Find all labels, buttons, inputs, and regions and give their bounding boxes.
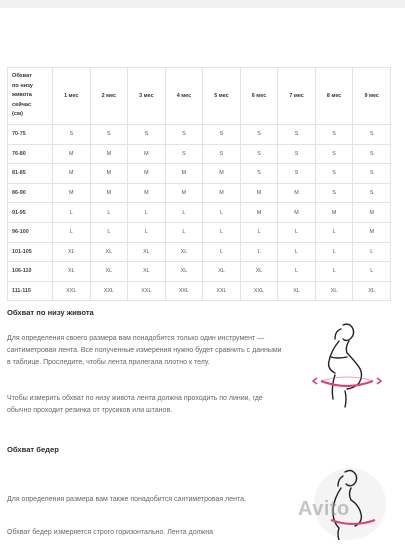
belly-measure-illustration — [305, 317, 390, 412]
corner-header-line: Обхват — [12, 73, 32, 80]
month-header: 4 мес — [165, 68, 203, 125]
size-cell: M — [240, 183, 278, 203]
size-cell: XL — [165, 242, 203, 262]
size-cell: XL — [90, 262, 128, 282]
size-cell: M — [128, 144, 166, 164]
month-header: 8 мес — [315, 68, 353, 125]
size-cell: S — [165, 144, 203, 164]
size-cell: M — [128, 183, 166, 203]
row-range-label: 76-80 — [8, 144, 53, 164]
size-cell: XXL — [240, 281, 278, 301]
size-cell: S — [240, 144, 278, 164]
size-cell: M — [278, 203, 316, 223]
hips-paragraph-2: Обхват бедер измеряется строго горизонтально. Лента должна — [7, 529, 213, 536]
size-cell: XL — [128, 262, 166, 282]
size-cell: S — [240, 164, 278, 184]
size-cell: L — [128, 203, 166, 223]
size-cell: S — [353, 183, 391, 203]
size-cell: L — [53, 222, 91, 242]
size-table — [7, 67, 391, 301]
size-cell: M — [90, 144, 128, 164]
size-cell: S — [353, 164, 391, 184]
size-cell: M — [53, 183, 91, 203]
table-header-row — [8, 68, 391, 125]
size-cell: M — [203, 183, 241, 203]
month-header: 6 мес — [240, 68, 278, 125]
size-table-body — [8, 125, 391, 301]
size-cell: XL — [353, 281, 391, 301]
row-range-label: 81-85 — [8, 164, 53, 184]
belly-paragraph-2: Чтобы измерить обхват по низу живота лента должна проходить по линии, где обычно проходит резинка от трусиков или штанов. — [7, 395, 263, 414]
size-cell: L — [315, 262, 353, 282]
size-cell: S — [278, 164, 316, 184]
size-cell: S — [315, 144, 353, 164]
size-cell: S — [128, 125, 166, 145]
size-cell: XL — [278, 281, 316, 301]
table-row — [8, 203, 391, 223]
size-cell: L — [203, 222, 241, 242]
size-cell: S — [203, 125, 241, 145]
row-range-label: 106-110 — [8, 262, 53, 282]
month-header: 7 мес — [278, 68, 316, 125]
size-cell: L — [165, 222, 203, 242]
row-range-label: 86-90 — [8, 183, 53, 203]
table-row — [8, 183, 391, 203]
table-row — [8, 281, 391, 301]
size-cell: M — [165, 183, 203, 203]
size-cell: L — [203, 242, 241, 262]
belly-section-title: Обхват по низу живота — [7, 308, 94, 317]
size-cell: M — [203, 164, 241, 184]
size-cell: S — [278, 125, 316, 145]
size-cell: S — [53, 125, 91, 145]
belly-paragraph-1: Для определения своего размера вам понадобится только один инструмент — сантиметровая лента. Все полученные измерения нужно будет сравнить с данными в таблице. Проследите, чтобы лента прилегала плотно к телу. — [7, 335, 282, 366]
corner-header-line: живота — [12, 92, 32, 99]
size-cell: XL — [315, 281, 353, 301]
corner-header — [8, 68, 53, 125]
hips-paragraph-1: Для определения размера вам также понадобится сантиметровая лента. — [7, 496, 246, 503]
month-header: 5 мес — [203, 68, 241, 125]
month-header: 2 мес — [90, 68, 128, 125]
size-cell: S — [278, 144, 316, 164]
row-range-label: 111-115 — [8, 281, 53, 301]
size-cell: XL — [203, 262, 241, 282]
month-header: 3 мес — [128, 68, 166, 125]
row-range-label: 70-75 — [8, 125, 53, 145]
corner-header-line: (см) — [12, 111, 23, 118]
row-range-label: 91-95 — [8, 203, 53, 223]
belly-paragraph-1-wrap — [7, 333, 282, 369]
table-row — [8, 144, 391, 164]
table-row — [8, 242, 391, 262]
size-cell: M — [165, 164, 203, 184]
hips-paragraph-2-wrap — [7, 527, 279, 539]
corner-header-line: по низу — [12, 82, 33, 89]
table-row — [8, 262, 391, 282]
size-cell: L — [315, 222, 353, 242]
size-cell: L — [90, 222, 128, 242]
size-cell: S — [353, 125, 391, 145]
hips-section-title: Обхват бедер — [7, 445, 59, 454]
size-cell: XL — [240, 262, 278, 282]
size-cell: M — [53, 164, 91, 184]
size-cell: XL — [90, 242, 128, 262]
size-cell: S — [315, 125, 353, 145]
size-cell: L — [353, 262, 391, 282]
size-cell: XXL — [165, 281, 203, 301]
row-range-label: 96-100 — [8, 222, 53, 242]
size-cell: S — [315, 164, 353, 184]
size-cell: L — [90, 203, 128, 223]
size-cell: XL — [53, 242, 91, 262]
size-cell: L — [240, 242, 278, 262]
size-cell: L — [315, 242, 353, 262]
size-cell: L — [278, 262, 316, 282]
size-cell: L — [240, 222, 278, 242]
size-cell: L — [128, 222, 166, 242]
belly-section-title-wrap — [7, 308, 277, 317]
size-cell: M — [240, 203, 278, 223]
month-header: 9 мес — [353, 68, 391, 125]
size-cell: M — [315, 203, 353, 223]
size-cell: L — [278, 222, 316, 242]
belly-paragraph-2-wrap — [7, 393, 279, 417]
table-row — [8, 164, 391, 184]
size-cell: M — [278, 183, 316, 203]
size-cell: M — [353, 222, 391, 242]
size-cell: XXL — [203, 281, 241, 301]
size-cell: XL — [128, 242, 166, 262]
size-cell: L — [278, 242, 316, 262]
size-cell: M — [90, 183, 128, 203]
size-cell: L — [165, 203, 203, 223]
size-cell: S — [165, 125, 203, 145]
size-cell: L — [203, 203, 241, 223]
size-cell: M — [128, 164, 166, 184]
month-header: 1 мес — [53, 68, 91, 125]
size-cell: XL — [165, 262, 203, 282]
size-cell: XXL — [128, 281, 166, 301]
size-cell: XXL — [53, 281, 91, 301]
size-cell: S — [90, 125, 128, 145]
size-table-container — [7, 67, 391, 301]
size-cell: XXL — [90, 281, 128, 301]
pregnant-silhouette-icon — [305, 317, 390, 412]
hips-paragraph-1-wrap — [7, 494, 279, 506]
size-cell: M — [353, 203, 391, 223]
size-cell: S — [353, 144, 391, 164]
avito-watermark: Avito — [298, 498, 350, 520]
size-cell: L — [353, 242, 391, 262]
top-strip — [0, 0, 405, 8]
table-row — [8, 222, 391, 242]
table-row — [8, 125, 391, 145]
size-cell: M — [90, 164, 128, 184]
size-cell: M — [53, 144, 91, 164]
size-cell: S — [203, 144, 241, 164]
size-cell: XL — [53, 262, 91, 282]
hips-section-title-wrap — [7, 445, 277, 454]
row-range-label: 101-105 — [8, 242, 53, 262]
corner-header-line: сейчас — [12, 101, 32, 108]
size-cell: L — [53, 203, 91, 223]
size-cell: S — [315, 183, 353, 203]
size-cell: S — [240, 125, 278, 145]
